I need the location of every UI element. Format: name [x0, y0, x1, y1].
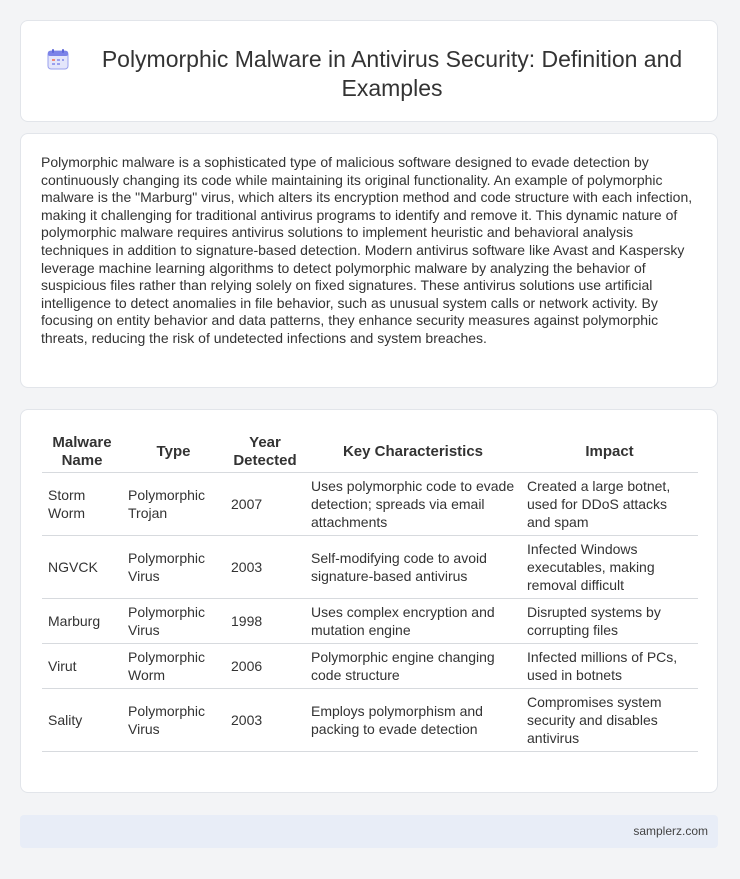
cell-impact: Created a large botnet, used for DDoS attacks and spam	[521, 473, 698, 536]
cell-characteristics: Uses complex encryption and mutation engine	[305, 599, 521, 644]
cell-year: 2006	[225, 644, 305, 689]
table-row	[42, 599, 698, 644]
cell-characteristics: Employs polymorphism and packing to evade detection	[305, 689, 521, 752]
malware-table	[42, 432, 698, 752]
table-row	[42, 473, 698, 536]
cell-name: NGVCK	[42, 536, 122, 599]
malware-table-card	[20, 409, 718, 793]
cell-characteristics: Uses polymorphic code to evade detection; spreads via email attachments	[305, 473, 521, 536]
column-header-name: Malware Name	[42, 432, 122, 473]
cell-name: Virut	[42, 644, 122, 689]
table-row	[42, 689, 698, 752]
title-card	[20, 20, 718, 122]
footer-site-link[interactable]: samplerz.com	[633, 824, 708, 838]
calendar-icon	[47, 48, 69, 70]
table-row	[42, 536, 698, 599]
column-header-year: Year Detected	[225, 432, 305, 473]
cell-type: Polymorphic Worm	[122, 644, 225, 689]
column-header-type: Type	[122, 432, 225, 473]
cell-type: Polymorphic Trojan	[122, 473, 225, 536]
cell-name: Storm Worm	[42, 473, 122, 536]
cell-type: Polymorphic Virus	[122, 689, 225, 752]
column-header-characteristics: Key Characteristics	[305, 432, 521, 473]
cell-year: 2007	[225, 473, 305, 536]
cell-year: 2003	[225, 536, 305, 599]
cell-characteristics: Polymorphic engine changing code structure	[305, 644, 521, 689]
cell-impact: Infected millions of PCs, used in botnets	[521, 644, 698, 689]
cell-impact: Compromises system security and disables antivirus	[521, 689, 698, 752]
cell-name: Marburg	[42, 599, 122, 644]
cell-year: 2003	[225, 689, 305, 752]
footer-bar	[20, 815, 718, 848]
cell-type: Polymorphic Virus	[122, 599, 225, 644]
cell-name: Sality	[42, 689, 122, 752]
intro-paragraph: Polymorphic malware is a sophisticated type of malicious software designed to evade detection by continuously changing its code while maintaining its original functionality. An example of polymorphic malware is the "Marburg" virus, which alters its encryption method and code structure with each infection, making it challenging for traditional antivirus programs to identify and remove it. This dynamic nature of polymorphic malware requires antivirus solutions to implement heuristic and behavioral analysis techniques in addition to signature-based detection. Modern antivirus software like Avast and Kaspersky leverage machine learning algorithms to detect polymorphic malware by analyzing the behavior of suspicious files rather than relying solely on fixed signatures. These antivirus solutions use artificial intelligence to detect anomalies in file behavior, such as unusual system calls or network activity. By focusing on entity behavior and data patterns, they enhance security measures against polymorphic threats, reducing the risk of undetected infections and system breaches.	[41, 154, 693, 346]
cell-characteristics: Self-modifying code to avoid signature-based antivirus	[305, 536, 521, 599]
column-header-impact: Impact	[521, 432, 698, 473]
cell-year: 1998	[225, 599, 305, 644]
intro-card	[20, 133, 718, 388]
table-row	[42, 644, 698, 689]
table-header-row	[42, 432, 698, 473]
page-title: Polymorphic Malware in Antivirus Security: Definition and Examples	[101, 46, 683, 101]
cell-impact: Infected Windows executables, making removal difficult	[521, 536, 698, 599]
cell-type: Polymorphic Virus	[122, 536, 225, 599]
cell-impact: Disrupted systems by corrupting files	[521, 599, 698, 644]
